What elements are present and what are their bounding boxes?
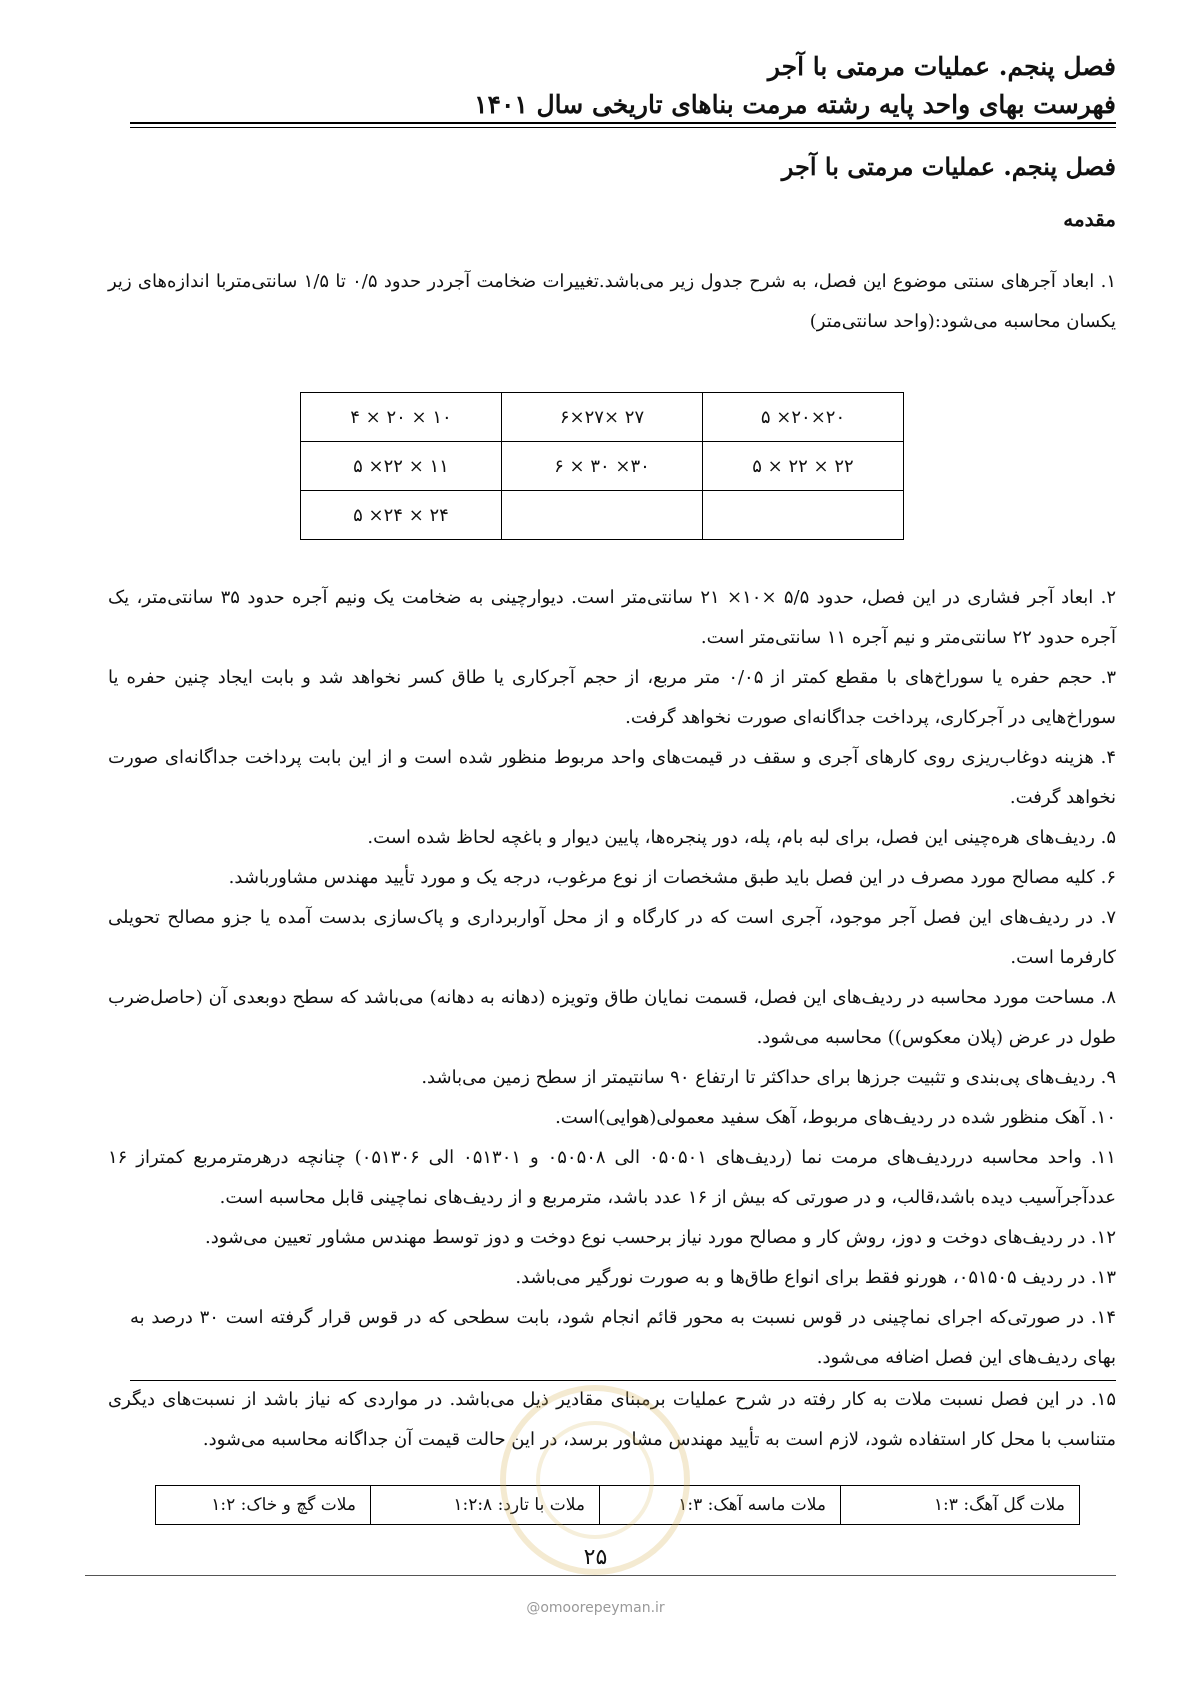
header-book-title: فهرست بهای واحد پایه رشته مرمت بناهای تاریخی سال ۱۴۰۱ — [474, 90, 1116, 119]
item-11: ۱۱. واحد محاسبه درردیف‌های مرمت نما (ردیف‌های ۰۵۰۵۰۱ الی ۰۵۰۵۰۸ و ۰۵۱۳۰۱ الی ۰۵۱۳۰۶) چنانچه درهرمترمربع کمتراز ۱۶ عددآجرآسیب دیده باشد،قالب، و در صورتی که بیش از ۱۶ عدد باشد، مترمربع و از ردیف‌های نماچینی قابل محاسبه است. — [108, 1147, 1116, 1208]
item-15: ۱۵. در این فصل نسبت ملات به کار رفته در شرح عملیات برمبنای مقادیر ذیل می‌باشد. در مواردی که نیاز باشد از نسبت‌های دیگری متناسب با محل کار استفاده شود، لازم است به تأیید مهندس مشاور برسد، در این حالت قیمت آن جداگانه محاسبه می‌شود. — [108, 1389, 1116, 1450]
item-4: ۴. هزینه دوغاب‌ریزی روی کارهای آجری و سقف در قیمت‌های واحد مربوط منظور شده است و از این بابت پرداخت جداگانه‌ای صورت نخواهد گرفت. — [108, 747, 1116, 808]
item-7: ۷. در ردیف‌های این فصل آجر موجود، آجری است که در کارگاه و از محل آواربرداری و پاک‌سازی بدست آمده یا جزو مصالح تحویلی کارفرما است. — [108, 907, 1116, 968]
header-rule-thin — [130, 127, 1116, 128]
item-12: ۱۲. در ردیف‌های دوخت و دوز، روش کار و مصالح مورد نیاز برحسب نوع دوخت و دوز توسط مهندس مشاور تعیین می‌شود. — [205, 1227, 1116, 1248]
item-14: ۱۴. در صورتی‌که اجرای نماچینی در قوس نسبت به محور قائم انجام شود، بابت سطحی که در قوس قرار گرفته است ۳۰ درصد به بهای ردیف‌های این فصل اضافه می‌شود. — [130, 1298, 1116, 1381]
table-cell: ۱۱ × ۲۲× ۵ — [301, 442, 502, 491]
table-cell: ۲۴ × ۲۴× ۵ — [301, 491, 502, 540]
item-6: ۶. کلیه مصالح مورد مصرف در این فصل باید طبق مشخصات از نوع مرغوب، درجه یک و مورد تأیید مهندس مشاورباشد. — [228, 867, 1116, 888]
item-3: ۳. حجم حفره یا سوراخ‌های با مقطع کمتر از ۰/۰۵ متر مربع، از حجم آجرکاری یا طاق کسر نخواهد شد و بابت ایجاد چنین حفره یا سوراخ‌هایی در آجرکاری، پرداخت جداگانه‌ای صورت نخواهد گرفت. — [108, 667, 1116, 728]
table-cell: ۲۷ ×۲۷×۶ — [502, 393, 703, 442]
table-cell: ۱۰ × ۲۰ × ۴ — [301, 393, 502, 442]
table-cell: ملات گچ و خاک: ۱:۲ — [156, 1486, 371, 1525]
item-9: ۹. ردیف‌های پی‌بندی و تثبیت جرزها برای حداکثر تا ارتفاع ۹۰ سانتیمتر از سطح زمین می‌باشد. — [421, 1067, 1116, 1088]
footer-rule — [85, 1575, 1116, 1576]
table-cell: ملات با تارد: ۱:۲:۸ — [371, 1486, 600, 1525]
page-number: ۲۵ — [583, 1545, 608, 1570]
item-2: ۲. ابعاد آجر فشاری در این فصل، حدود ۵/۵ ×۱۰× ۲۱ سانتی‌متر است. دیوارچینی به ضخامت یک ونیم آجره حدود ۳۵ سانتی‌متر، یک آجره حدود ۲۲ سانتی‌متر و نیم آجره ۱۱ سانتی‌متر است. — [108, 587, 1116, 648]
table-cell: ملات ماسه آهک: ۱:۳ — [600, 1486, 841, 1525]
table-cell: ۲۰×۲۰× ۵ — [703, 393, 904, 442]
table-cell — [703, 491, 904, 540]
intro-heading: مقدمه — [1063, 207, 1116, 231]
section-title: فصل پنجم. عملیات مرمتی با آجر — [781, 152, 1116, 181]
item-5: ۵. ردیف‌های هره‌چینی این فصل، برای لبه بام، پله، دور پنجره‌ها، پایین دیوار و باغچه لحاظ شده است. — [367, 827, 1116, 848]
table-row — [301, 393, 904, 442]
header-rule-thick — [130, 122, 1116, 124]
watermark-site: @omoorepeyman.ir — [526, 1600, 665, 1616]
item-8: ۸. مساحت مورد محاسبه در ردیف‌های این فصل، قسمت نمایان طاق وتویزه (دهانه به دهانه) می‌باشد که سطح دوبعدی آن (حاصل‌ضرب طول در عرض (پلان معکوس)) محاسبه می‌شود. — [108, 987, 1116, 1048]
mortar-ratios-table — [155, 1485, 1080, 1525]
brick-sizes-table — [300, 392, 904, 540]
paragraph-1: ۱. ابعاد آجرهای سنتی موضوع این فصل، به شرح جدول زیر می‌باشد.تغییرات ضخامت آجردر حدود ۰/۵ تا ۱/۵ سانتی‌متربا اندازه‌های زیر یکسان محاسبه می‌شود:(واحد سانتی‌متر) — [108, 271, 1116, 332]
table-cell: ملات گل آهگ: ۱:۳ — [841, 1486, 1080, 1525]
table-row — [301, 442, 904, 491]
table-row — [301, 491, 904, 540]
item-13: ۱۳. در ردیف ۰۵۱۵۰۵، هورنو فقط برای انواع طاق‌ها و به صورت نورگیر می‌باشد. — [515, 1267, 1116, 1288]
header-chapter: فصل پنجم. عملیات مرمتی با آجر — [767, 52, 1116, 81]
table-row — [156, 1486, 1080, 1525]
table-cell: ۲۲ × ۲۲ × ۵ — [703, 442, 904, 491]
table-cell: ۳۰× ۳۰ × ۶ — [502, 442, 703, 491]
item-10: ۱۰. آهک منظور شده در ردیف‌های مربوط، آهک سفید معمولی(هوایی)است. — [555, 1107, 1116, 1128]
table-cell — [502, 491, 703, 540]
